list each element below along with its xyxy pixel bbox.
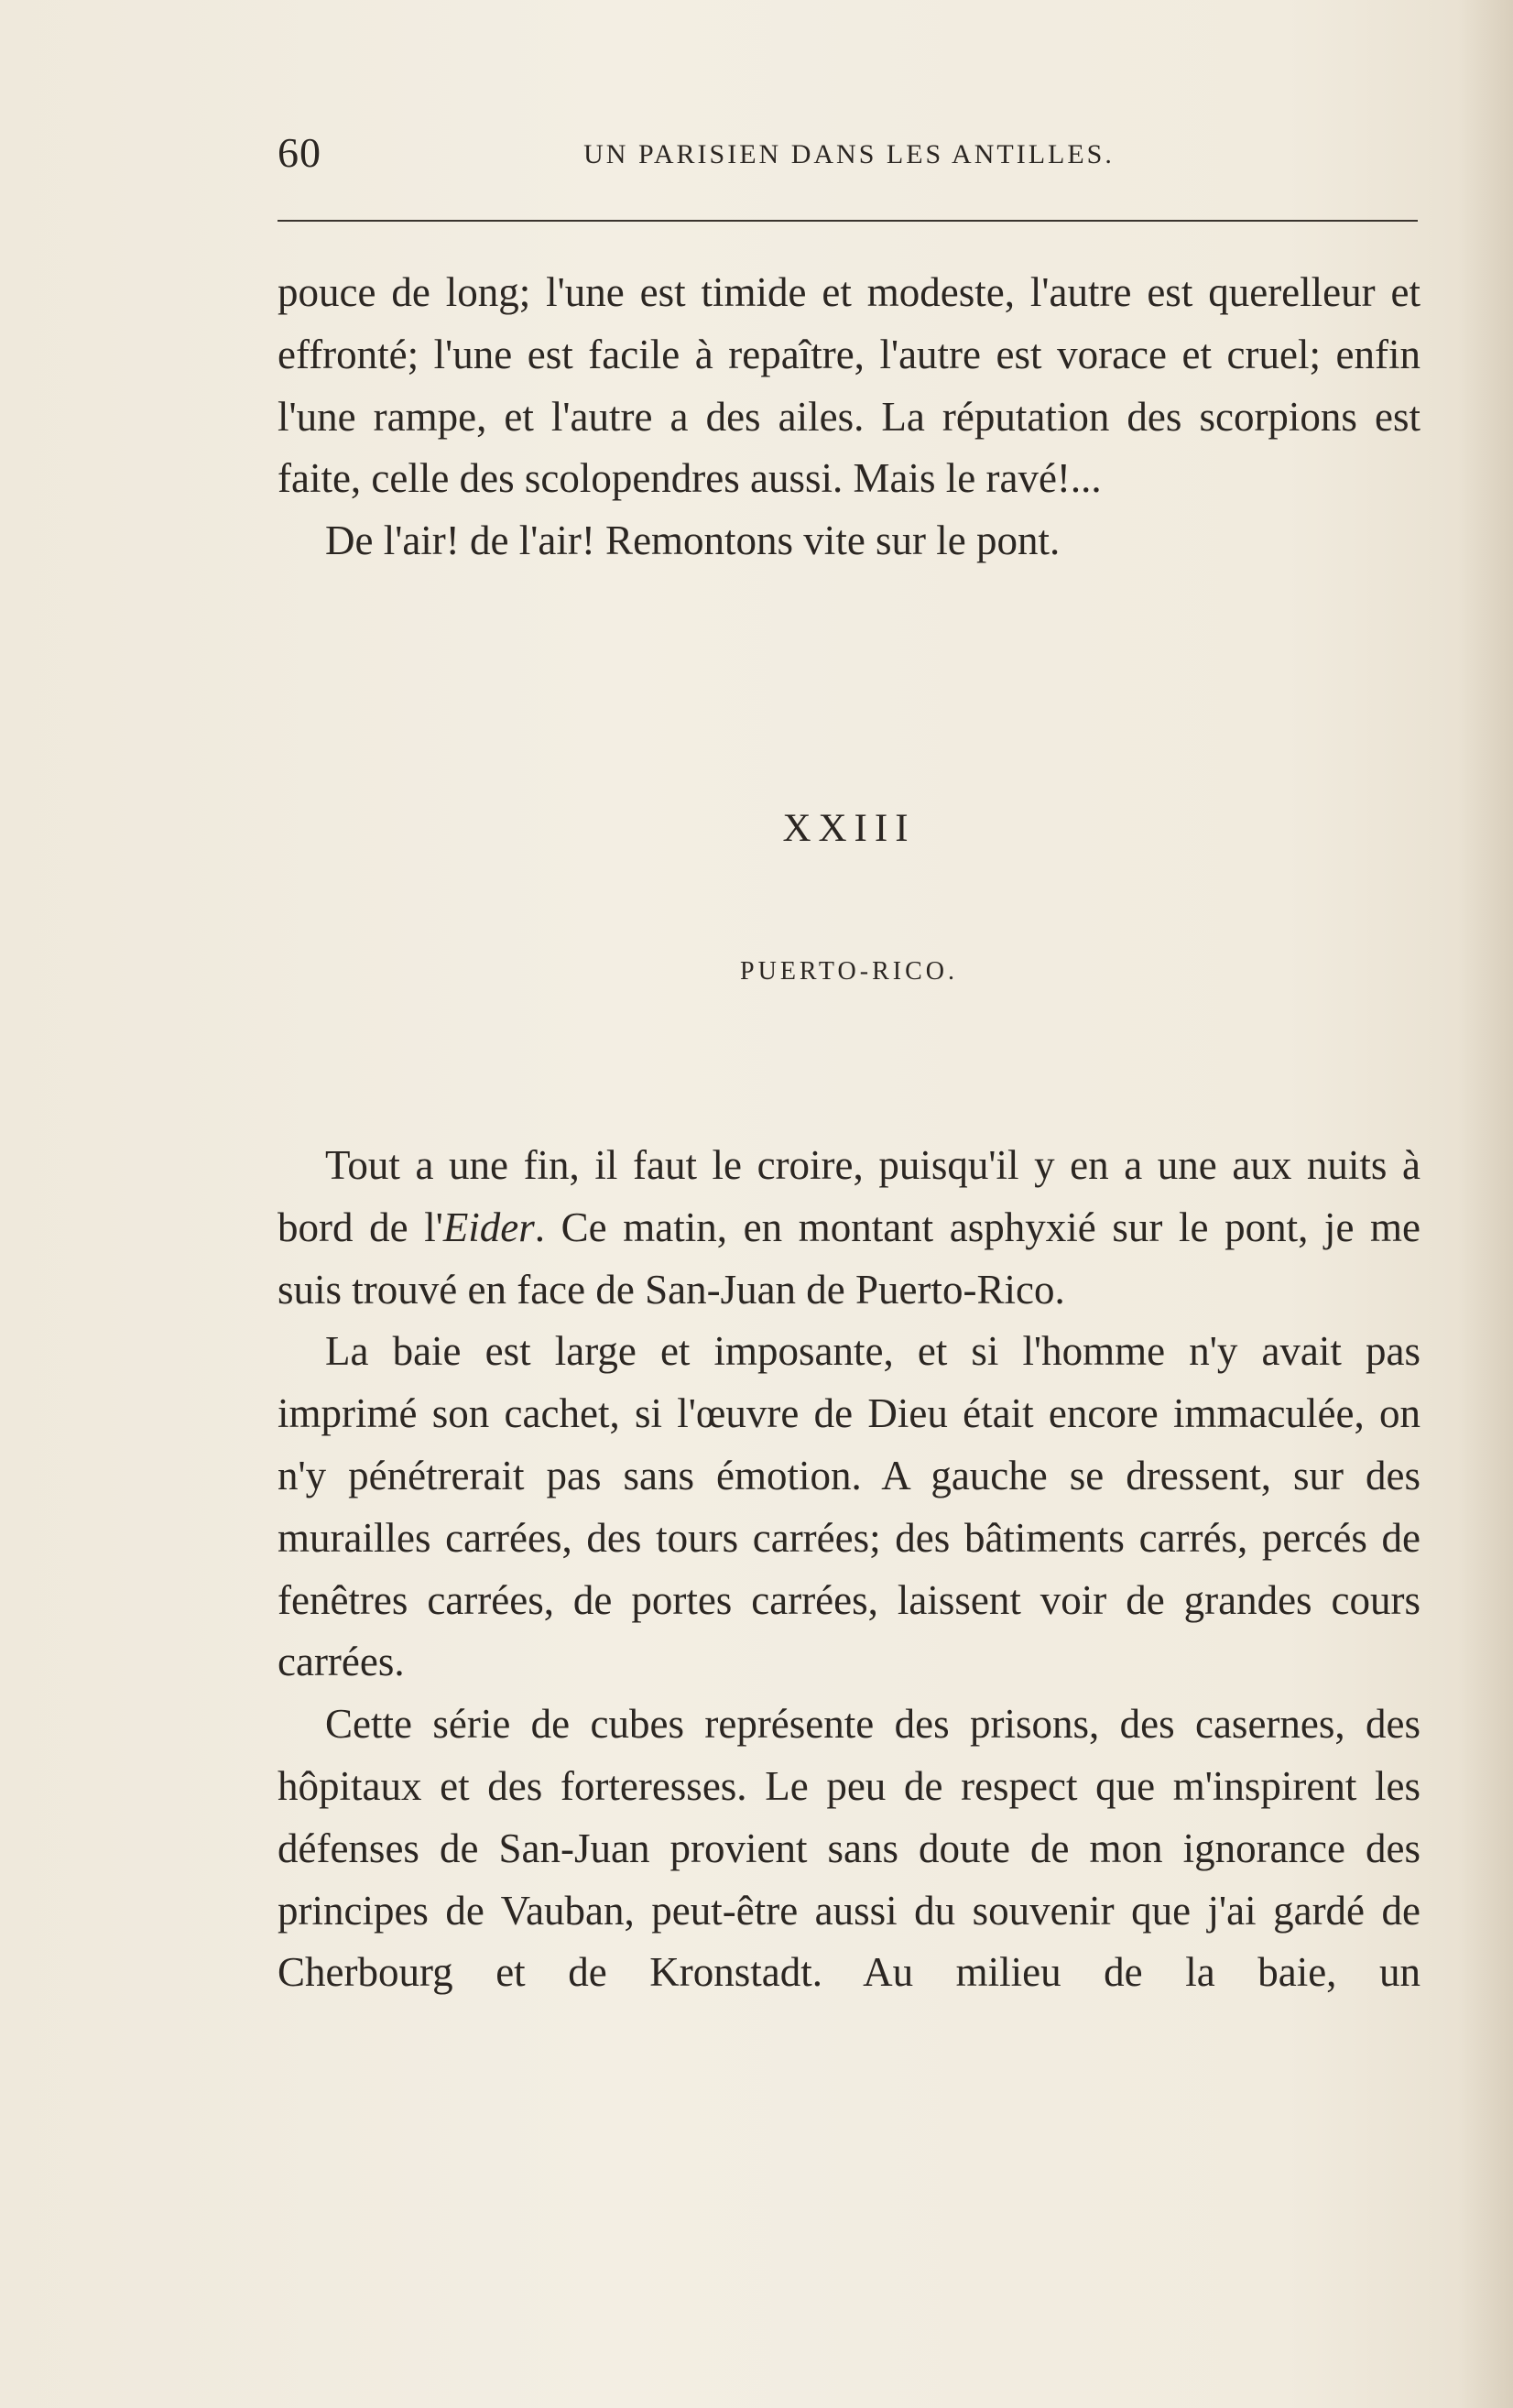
chapter-paragraph-1 <box>278 1135 1420 1321</box>
paragraph-continued: pouce de long; l'une est timide et modeste, l'autre est querelleur et effronté; l'une est facile à repaître, l'autre est vorace et cruel; enfin l'une rampe, et l'autre a des ailes. La réputation des scorpions est faite, celle des scolopendres aussi. Mais le ravé!... <box>278 269 1420 502</box>
chapter-number: XXIII <box>782 807 916 850</box>
chapter-paragraph-2: La baie est large et imposante, et si l'homme n'y avait pas imprimé son cachet, si l'œuvre de Dieu était encore immaculée, on n'y pénétrerait pas sans émotion. A gauche se dressent, sur des murailles carrées, des tours carrées; des bâtiments carrés, percés de fenêtres carrées, de portes carrées, laissent voir de grandes cours carrées. <box>278 1328 1420 1685</box>
paragraph-text: Tout a une fin, il faut le croire, puisqu'il y en a une aux nuits à bord de l' <box>278 1142 1420 1250</box>
running-title: UN PARISIEN DANS LES ANTILLES. <box>583 139 1115 169</box>
chapter-title: PUERTO-RICO. <box>740 957 958 986</box>
paragraph-short: De l'air! de l'air! Remontons vite sur le pont. <box>325 518 1061 564</box>
header-rule <box>278 220 1418 222</box>
page-edge-shadow <box>1458 0 1513 2408</box>
ship-name-italic: Eider <box>442 1204 535 1250</box>
paragraph-text: . Ce matin, en montant asphyxié sur le pont, je me suis trouvé en face de San-Juan de Puerto-Rico. <box>278 1204 1421 1313</box>
running-head <box>278 128 1420 183</box>
page-number: 60 <box>278 129 321 176</box>
chapter-paragraph-3: Cette série de cubes représente des prisons, des casernes, des hôpitaux et des forteresses. Le peu de respect que m'inspirent les défenses de San-Juan provient sans doute de mon ignorance des principes de Vauban, peut-être aussi du souvenir que j'ai gardé de Cherbourg et de Kronstadt. Au milieu de la baie, un <box>278 1701 1420 1996</box>
chapter-text-block <box>278 1135 1420 2004</box>
top-text-block <box>278 262 1420 572</box>
